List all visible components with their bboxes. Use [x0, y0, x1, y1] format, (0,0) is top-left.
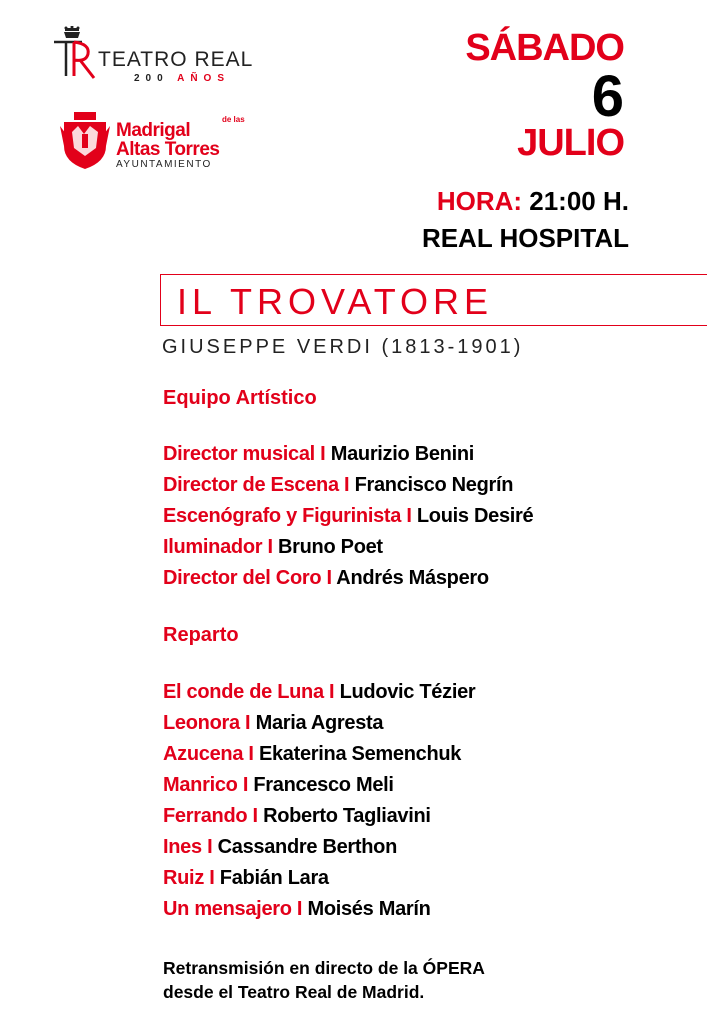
credit-name: Ludovic Tézier — [339, 681, 476, 703]
credit-role: El conde de Luna I — [163, 681, 335, 703]
credit-name: Maria Agresta — [255, 712, 384, 734]
credit-role: Manrico I — [163, 774, 249, 796]
opera-title: IL TROVATORE — [177, 281, 494, 322]
day-number: 6 — [591, 64, 624, 129]
credit-name: Roberto Tagliavini — [263, 805, 431, 827]
title-frame — [160, 274, 707, 326]
list-item — [163, 563, 533, 594]
credit-name: Ekaterina Semenchuk — [258, 743, 462, 765]
credit-role: Ines I — [163, 836, 213, 858]
day-name: SÁBADO — [465, 27, 624, 69]
credit-role: Azucena I — [163, 743, 254, 765]
artistic-team-heading: Equipo Artístico — [163, 387, 317, 409]
credit-role: Director musical I — [163, 443, 326, 465]
list-item — [163, 470, 533, 501]
list-item — [163, 770, 475, 801]
event-venue: REAL HOSPITAL — [421, 223, 629, 253]
madrigal-logo — [60, 112, 260, 172]
credit-name: Francisco Negrín — [354, 474, 514, 496]
credit-role: Ruiz I — [163, 867, 215, 889]
artistic-team-list — [163, 439, 533, 594]
teatro-real-crown-monogram-icon — [52, 26, 98, 82]
credit-name: Fabián Lara — [219, 867, 329, 889]
list-item — [163, 439, 533, 470]
list-item — [163, 532, 533, 563]
month-name: JULIO — [517, 122, 624, 164]
list-item — [163, 894, 475, 925]
credit-name: Moisés Marín — [307, 898, 431, 920]
anniversary-word: AÑOS — [177, 73, 231, 84]
credit-role: Ferrando I — [163, 805, 258, 827]
credit-name: Maurizio Benini — [330, 443, 475, 465]
madrigal-altas-torres: Altas Torres — [116, 139, 220, 160]
credit-name: Louis Desiré — [416, 505, 534, 527]
teatro-real-name: TEATRO REAL — [98, 48, 254, 71]
list-item — [163, 677, 475, 708]
list-item — [163, 708, 475, 739]
list-item — [163, 832, 475, 863]
madrigal-name: Madrigal — [116, 120, 191, 141]
coat-of-arms-shield-icon — [60, 112, 110, 170]
time-label: HORA: — [436, 186, 523, 216]
event-date — [364, 28, 624, 162]
list-item — [163, 739, 475, 770]
composer: GIUSEPPE VERDI (1813-1901) — [162, 336, 524, 358]
credit-name: Andrés Máspero — [336, 567, 489, 589]
ayuntamiento-label: AYUNTAMIENTO — [116, 159, 212, 170]
event-time — [437, 186, 629, 217]
cast-heading: Reparto — [163, 624, 239, 646]
credit-role: Director del Coro I — [163, 567, 332, 589]
list-item — [163, 801, 475, 832]
broadcast-note-line2: desde el Teatro Real de Madrid. — [163, 982, 425, 1002]
credit-name: Francesco Meli — [253, 774, 394, 796]
anniversary-number: 200 — [134, 73, 169, 84]
credit-role: Iluminador I — [163, 536, 273, 558]
teatro-real-logo — [52, 26, 252, 88]
cast-list — [163, 677, 475, 925]
broadcast-note-line1: Retransmisión en directo de la ÓPERA — [163, 958, 485, 978]
credit-role: Un mensajero I — [163, 898, 303, 920]
credit-name: Bruno Poet — [278, 536, 383, 558]
credit-role: Leonora I — [163, 712, 251, 734]
teatro-real-anniversary — [134, 73, 230, 84]
madrigal-de-las: de las — [222, 115, 245, 124]
list-item — [163, 501, 533, 532]
broadcast-note — [163, 956, 485, 1004]
list-item — [163, 863, 475, 894]
credit-role: Director de Escena I — [163, 474, 350, 496]
credit-role: Escenógrafo y Figurinista I — [163, 505, 412, 527]
time-value: 21:00 H. — [529, 186, 629, 216]
credit-name: Cassandre Berthon — [217, 836, 398, 858]
